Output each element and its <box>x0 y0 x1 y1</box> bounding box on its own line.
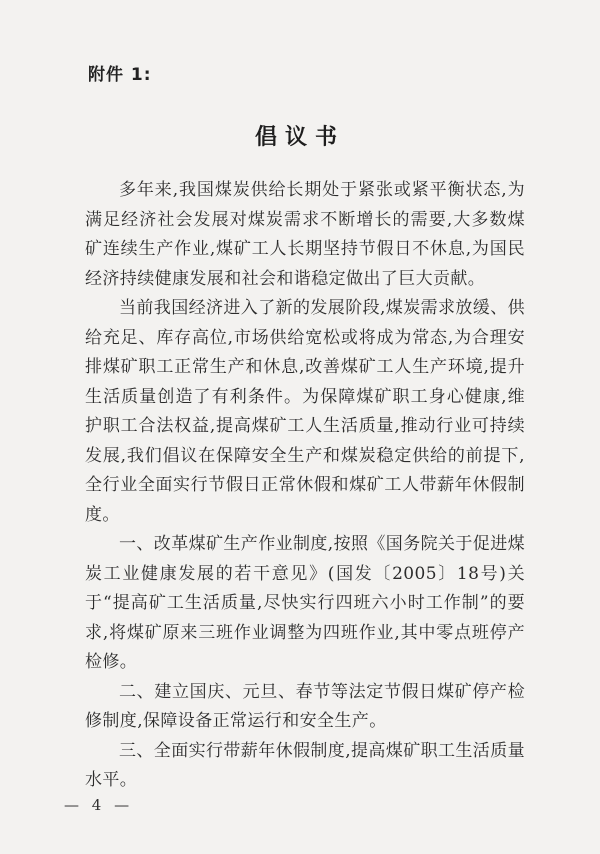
paragraph: 多年来,我国煤炭供给长期处于紧张或紧平衡状态,为满足经济社会发展对煤炭需求不断增长的需要,大多数煤矿连续生产作业,煤矿工人长期坚持节假日不休息,为国民经济持续健康发展和社会和谐稳定做出了巨大贡献。 <box>85 180 525 289</box>
document-title: 倡议书 <box>254 125 345 150</box>
page-number: — 4 — <box>64 796 134 814</box>
paragraph: 当前我国经济进入了新的发展阶段,煤炭需求放缓、供给充足、库存高位,市场供给宽松或将成为常态,为合理安排煤矿职工正常生产和休息,改善煤矿工人生产环境,提升生活质量创造了有利条件。为保障煤矿职工身心健康,维护职工合法权益,提高煤矿工人生活质量,推动行业可持续发展,我们倡议在保障安全生产和煤炭稳定供给的前提下,全行业全面实行节假日正常休假和煤矿工人带薪年休假制度。 <box>85 298 526 525</box>
attachment-label: 附件 1: <box>88 65 152 85</box>
paragraph: 三、全面实行带薪年休假制度,提高煤矿职工生活质量水平。 <box>85 740 526 790</box>
document-body <box>85 176 525 796</box>
paragraph: 一、改革煤矿生产作业制度,按照《国务院关于促进煤炭工业健康发展的若干意见》(国发〔2005〕18号)关于“提高矿工生活质量,尽快实行四班六小时工作制”的要求,将煤矿原来三班作业调整为四班作业,其中零点班停产检修。 <box>85 534 526 672</box>
paragraph: 二、建立国庆、元旦、春节等法定节假日煤矿停产检修制度,保障设备正常运行和安全生产。 <box>85 681 525 731</box>
